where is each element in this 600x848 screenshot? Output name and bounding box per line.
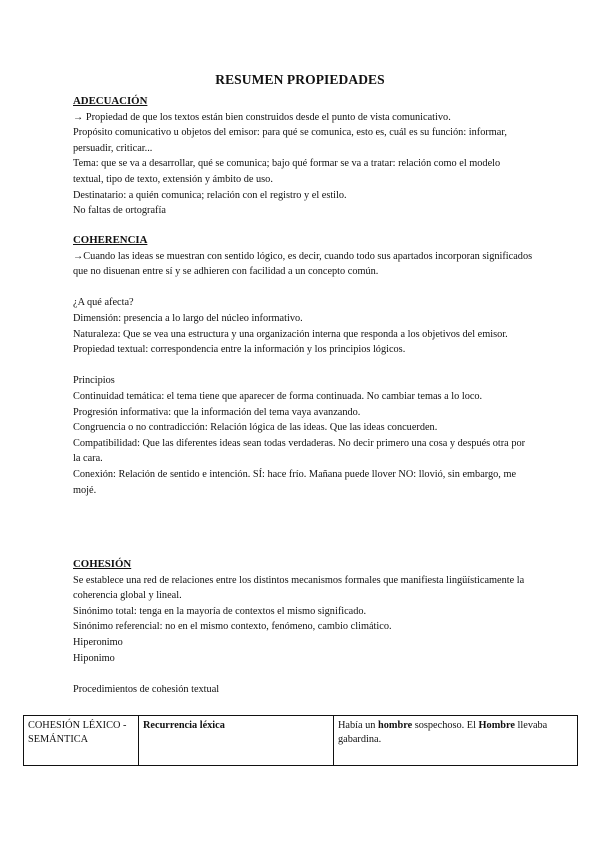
section-cohesion bbox=[73, 557, 533, 697]
table-cell bbox=[334, 716, 578, 766]
cell-text: Había un bbox=[338, 720, 379, 731]
paragraph: Progresión informativa: que la información del tema vaya avanzando. bbox=[73, 406, 361, 418]
paragraph: Hiponimo bbox=[73, 652, 115, 664]
subheading: ¿A qué afecta? bbox=[73, 297, 134, 309]
cell-text-bold: Hombre bbox=[478, 720, 515, 731]
cell-text-bold: Recurrencia léxica bbox=[143, 720, 225, 731]
table-row bbox=[24, 716, 578, 766]
paragraph: Continuidad temática: el tema tiene que aparecer de forma continuada. No cambiar temas a lo loco. bbox=[73, 390, 483, 402]
section-coherencia bbox=[73, 233, 533, 498]
paragraph: Destinatario: a quién comunica; relación con el registro y el estilo. bbox=[73, 189, 347, 201]
page-title: RESUMEN PROPIEDADES bbox=[215, 72, 385, 87]
paragraph: Naturaleza: Que se vea una estructura y una organización interna que responda a los objetivos del emisor. bbox=[73, 328, 508, 340]
paragraph: Propiedad textual: correspondencia entre la información y los principios lógicos. bbox=[73, 344, 406, 356]
section-adecuacion bbox=[73, 94, 533, 219]
paragraph: Procedimientos de cohesión textual bbox=[73, 683, 220, 695]
paragraph: Dimensión: presencia a lo largo del núcleo informativo. bbox=[73, 312, 303, 324]
paragraph: Congruencia o no contradicción: Relación lógica de las ideas. Que las ideas concuerden. bbox=[73, 422, 438, 434]
subheading: Principios bbox=[73, 375, 115, 387]
heading-cohesion: COHESIÓN bbox=[73, 558, 132, 570]
cell-text: sospechoso. El bbox=[412, 720, 479, 731]
paragraph: Sinónimo total: tenga en la mayoría de contextos el mismo significado. bbox=[73, 605, 367, 617]
cell-text-bold: hombre bbox=[378, 720, 413, 731]
paragraph: Propósito comunicativo u objetos del emisor: para qué se comunica, esto es, cuál es su función: informar, persuadir, criticar... bbox=[73, 127, 507, 154]
cohesion-table bbox=[23, 715, 578, 766]
paragraph: →Cuando las ideas se muestran con sentido lógico, es decir, cuando todo sus apartados incorporan significados que no disuenan entre sí y se adhieren con facilidad a un concepto común. bbox=[73, 250, 533, 278]
heading-coherencia: COHERENCIA bbox=[73, 234, 148, 246]
paragraph: Tema: que se va a desarrollar, qué se comunica; bajo qué formar se va a tratar: relación como el modelo textual, tipo de texto, extensión y ámbito de uso. bbox=[73, 158, 501, 185]
heading-adecuacion: ADECUACIÓN bbox=[73, 95, 148, 107]
paragraph: Compatibilidad: Que las diferentes ideas sean todas verdaderas. No decir primero una cosa y después otra por la cara. bbox=[73, 437, 526, 465]
paragraph: Conexión: Relación de sentido e intención. SÍ: hace frío. Mañana puede llover NO: llovió, sin embargo, me mojé. bbox=[73, 468, 517, 496]
cell-text: llevaba gabardina. bbox=[338, 720, 548, 745]
table-cell bbox=[139, 716, 334, 766]
paragraph: → Propiedad de que los textos están bien construidos desde el punto de vista comunicativo. bbox=[73, 111, 451, 123]
paragraph: No faltas de ortografía bbox=[73, 205, 166, 217]
paragraph: Se establece una red de relaciones entre los distintos mecanismos formales que manifiesta lingüísticamente la coherencia global y lineal. bbox=[73, 574, 525, 602]
paragraph: Hiperonimo bbox=[73, 636, 123, 648]
paragraph: Sinónimo referencial: no en el mismo contexto, fenómeno, cambio climático. bbox=[73, 621, 392, 633]
table-cell: COHESIÓN LÉXICO - SEMÁNTICA bbox=[24, 716, 139, 766]
